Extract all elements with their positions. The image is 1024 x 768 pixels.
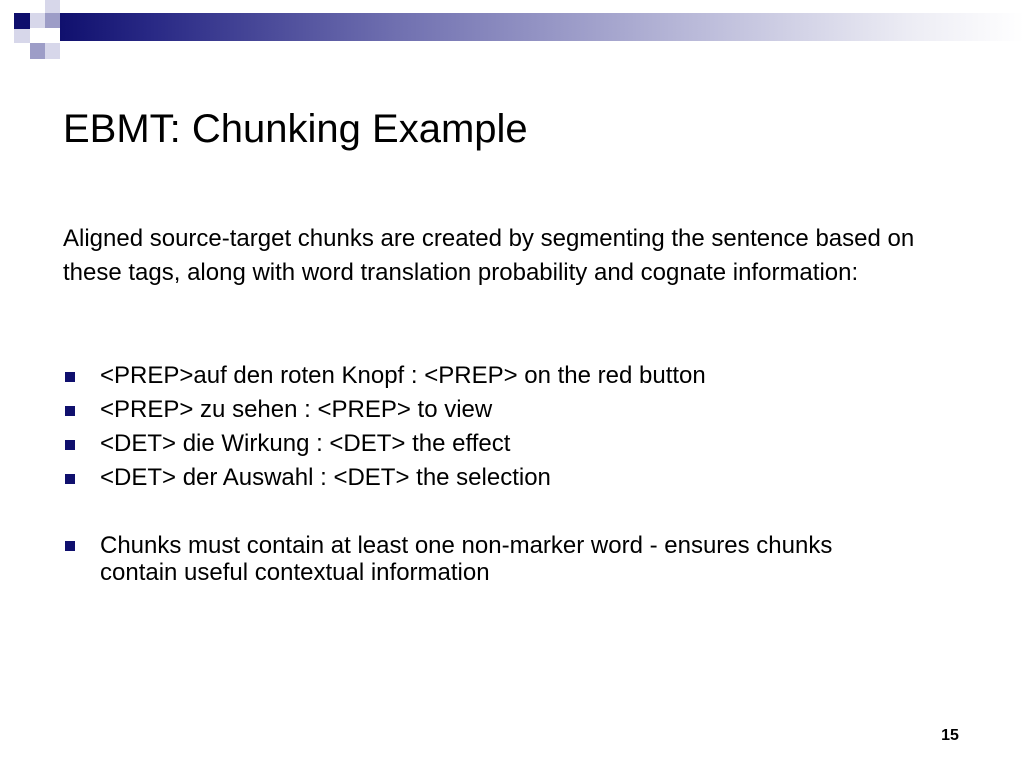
list-item xyxy=(63,427,963,461)
note-text: Chunks must contain at least one non-marker word - ensures chunks contain useful contextual information xyxy=(100,532,833,586)
chunk-example-list xyxy=(63,359,963,495)
header-square-decoration xyxy=(14,13,30,29)
list-item xyxy=(63,359,963,393)
square-bullet-icon xyxy=(65,440,75,450)
list-item xyxy=(63,393,963,427)
slide-title: EBMT: Chunking Example xyxy=(63,107,528,151)
list-item-text: <DET> der Auswahl : <DET> the selection xyxy=(100,464,551,491)
header-gradient-bar xyxy=(60,13,1024,41)
list-item-text: <PREP>auf den roten Knopf : <PREP> on the red button xyxy=(100,362,706,389)
header-square-decoration xyxy=(45,43,60,59)
header-square-decoration xyxy=(14,29,30,43)
square-bullet-icon xyxy=(65,541,75,551)
list-item-text: <PREP> zu sehen : <PREP> to view xyxy=(100,396,493,423)
header-square-decoration xyxy=(45,0,60,13)
header-square-decoration xyxy=(45,29,60,43)
square-bullet-icon xyxy=(65,406,75,416)
page-number: 15 xyxy=(941,727,959,744)
header-square-decoration xyxy=(30,13,45,28)
list-item xyxy=(63,461,963,495)
note-list xyxy=(63,532,963,586)
header-square-decoration xyxy=(30,43,45,59)
square-bullet-icon xyxy=(65,372,75,382)
header-square-decoration xyxy=(45,13,60,28)
list-item-text: <DET> die Wirkung : <DET> the effect xyxy=(100,430,511,457)
square-bullet-icon xyxy=(65,474,75,484)
intro-paragraph: Aligned source-target chunks are created by segmenting the sentence based on these tags, along with word translation probability and cognate information: xyxy=(63,225,915,286)
list-item xyxy=(63,532,900,586)
header-square-decoration xyxy=(30,29,45,43)
